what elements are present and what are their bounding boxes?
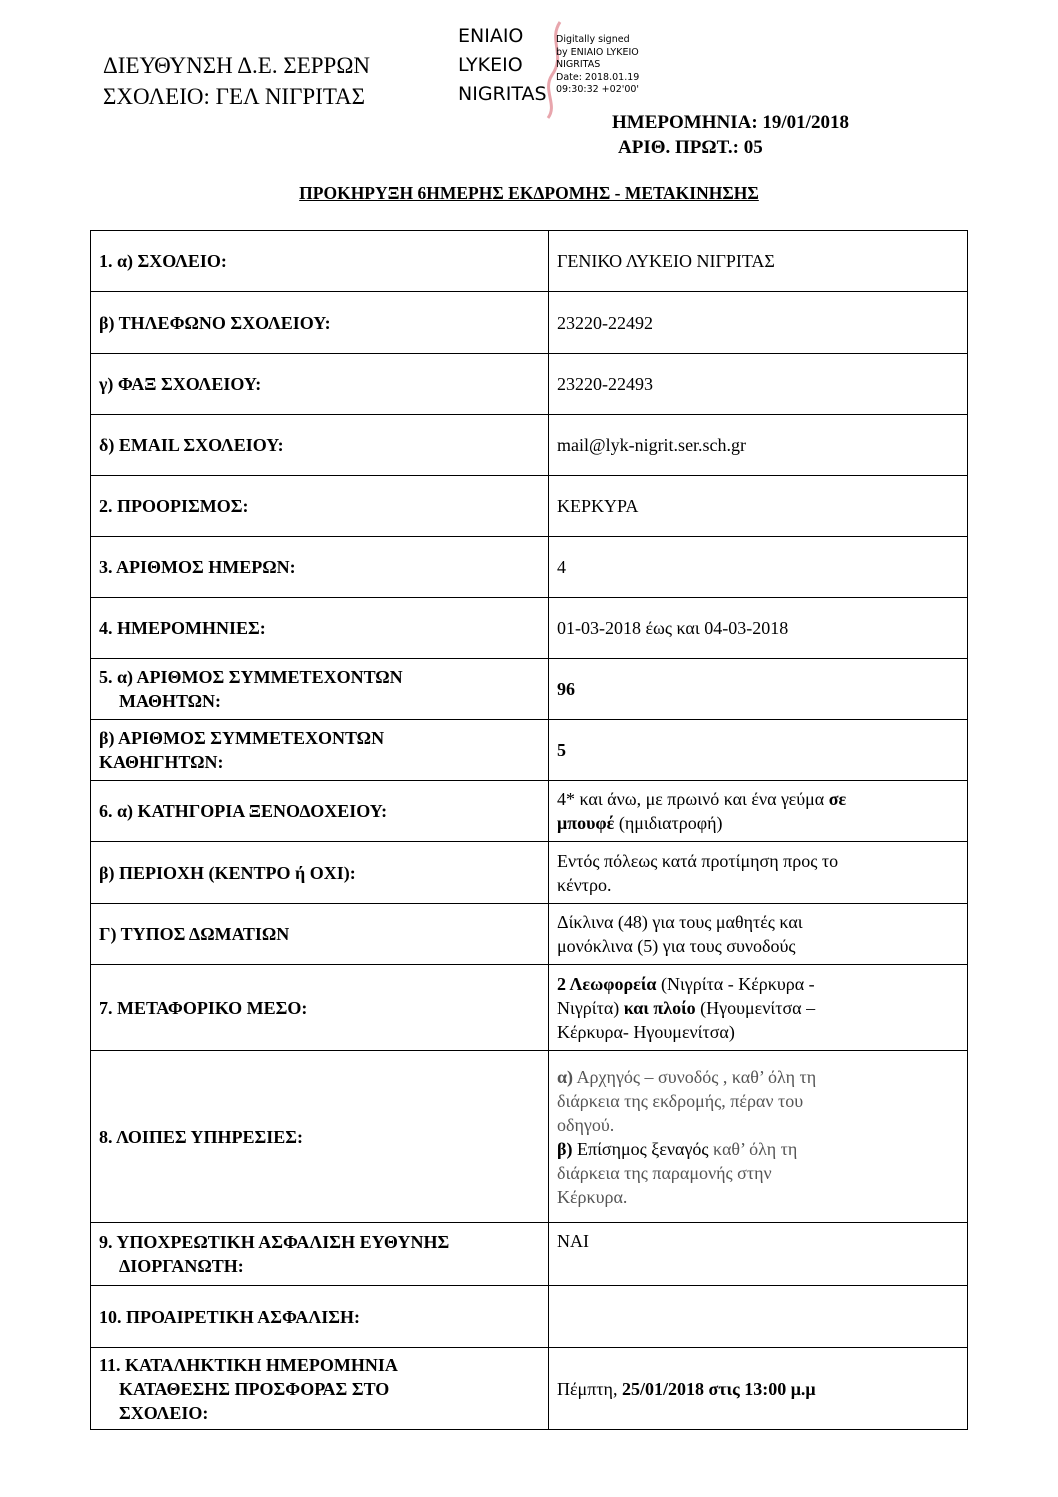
row-label: 3. ΑΡΙΘΜΟΣ ΗΜΕΡΩΝ:: [91, 537, 549, 598]
school-heading: ΣΧΟΛΕΙΟ: ΓΕΛ ΝΙΓΡΙΤΑΣ: [103, 84, 366, 109]
signature-name: ENIAIO LYKEIO NIGRITAS: [458, 25, 547, 105]
row-value: 5: [549, 720, 968, 781]
table-row: [91, 1286, 968, 1348]
digital-signature: [458, 22, 658, 112]
row-value: 01-03-2018 έως και 04-03-2018: [549, 598, 968, 659]
row-value: Πέμπτη, 25/01/2018 στις 13:00 μ.μ: [549, 1348, 968, 1430]
row-value: Δίκλινα (48) για τους μαθητές και μονόκλινα (5) για τους συνοδούς: [549, 904, 968, 965]
table-row: [91, 476, 968, 537]
table-row: [91, 904, 968, 965]
table-row: [91, 415, 968, 476]
table-row: [91, 292, 968, 354]
row-value: ΓΕΝΙΚΟ ΛΥΚΕΙΟ ΝΙΓΡΙΤΑΣ: [549, 231, 968, 292]
row-value: ΚΕΡΚΥΡΑ: [549, 476, 968, 537]
row-label: γ) ΦΑΞ ΣΧΟΛΕΙΟΥ:: [91, 354, 549, 415]
table-row: [91, 354, 968, 415]
row-label: β) ΑΡΙΘΜΟΣ ΣΥΜΜΕΤΕΧΟΝΤΩΝ ΚΑΘΗΓΗΤΩΝ:: [91, 720, 549, 781]
table-row: [91, 659, 968, 720]
row-label: Γ) ΤΥΠΟΣ ΔΩΜΑΤΙΩΝ: [91, 904, 549, 965]
row-label: β) ΠΕΡΙΟΧΗ (ΚΕΝΤΡΟ ή ΟΧΙ):: [91, 842, 549, 904]
table-row: [91, 1348, 968, 1430]
table-row: [91, 781, 968, 842]
table-row: [91, 1051, 968, 1223]
row-value: 4: [549, 537, 968, 598]
row-value: 4* και άνω, με πρωινό και ένα γεύμα σε μπουφέ (ημιδιατροφή): [549, 781, 968, 842]
row-value: 23220-22493: [549, 354, 968, 415]
document-meta: [612, 110, 849, 160]
row-label: δ) EMAIL ΣΧΟΛΕΙΟΥ:: [91, 415, 549, 476]
row-value: Εντός πόλεως κατά προτίμηση προς το κέντρο.: [549, 842, 968, 904]
signature-details: Digitally signed by ENIAIO LYKEIO NIGRITAS Date: 2018.01.19 09:30:32 +02'00': [556, 34, 640, 95]
row-label: 7. ΜΕΤΑΦΟΡΙΚΟ ΜΕΣΟ:: [91, 965, 549, 1051]
document-date: ΗΜΕΡΟΜΗΝΙΑ: 19/01/2018: [612, 112, 849, 133]
row-label: 4. ΗΜΕΡΟΜΗΝΙΕΣ:: [91, 598, 549, 659]
row-label: 10. ΠΡΟΑΙΡΕΤΙΚΗ ΑΣΦΑΛΙΣΗ:: [91, 1286, 549, 1348]
row-value: [549, 1286, 968, 1348]
row-value: 2 Λεωφορεία (Νιγρίτα - Κέρκυρα - Νιγρίτα) και πλοίο (Ηγουμενίτσα – Κέρκυρα- Ηγουμενίτσα): [549, 965, 968, 1051]
row-label: β) ΤΗΛΕΦΩΝΟ ΣΧΟΛΕΙΟΥ:: [91, 292, 549, 354]
protocol-number: ΑΡΙΘ. ΠΡΩΤ.: 05: [618, 137, 763, 158]
row-label: 9. ΥΠΟΧΡΕΩΤΙΚΗ ΑΣΦΑΛΙΣΗ ΕΥΘΥΝΗΣ ΔΙΟΡΓΑΝΩΤΗ:: [91, 1223, 549, 1286]
row-value: α) Αρχηγός – συνοδός , καθ’ όλη τη διάρκεια της εκδρομής, πέραν του οδηγού. β) Επίσημος ξεναγός καθ’ όλη τη διάρκεια της παραμονής στην Κέρκυρα.: [549, 1051, 968, 1223]
row-value: 23220-22492: [549, 292, 968, 354]
table-row: [91, 598, 968, 659]
table-row: [91, 965, 968, 1051]
table-row: [91, 231, 968, 292]
row-value: ΝΑΙ: [549, 1223, 968, 1286]
row-label: 6. α) ΚΑΤΗΓΟΡΙΑ ΞΕΝΟΔΟΧΕΙΟΥ:: [91, 781, 549, 842]
header-block: [103, 50, 370, 112]
document-title: ΠΡΟΚΗΡΥΞΗ 6ΗΜΕΡΗΣ ΕΚΔΡΟΜΗΣ - ΜΕΤΑΚΙΝΗΣΗΣ: [299, 183, 759, 203]
table-row: [91, 842, 968, 904]
row-label: 1. α) ΣΧΟΛΕΙΟ:: [91, 231, 549, 292]
table-row: [91, 537, 968, 598]
directorate-heading: ΔΙΕΥΘΥΝΣΗ Δ.Ε. ΣΕΡΡΩΝ: [103, 53, 371, 78]
row-label: 8. ΛΟΙΠΕΣ ΥΠΗΡΕΣΙΕΣ:: [91, 1051, 549, 1223]
row-label: 2. ΠΡΟΟΡΙΣΜΟΣ:: [91, 476, 549, 537]
row-label: 11. ΚΑΤΑΛΗΚΤΙΚΗ ΗΜΕΡΟΜΗΝΙΑ ΚΑΤΑΘΕΣΗΣ ΠΡΟΣΦΟΡΑΣ ΣΤΟ ΣΧΟΛΕΙΟ:: [91, 1348, 549, 1430]
row-value: mail@lyk-nigrit.ser.sch.gr: [549, 415, 968, 476]
table-row: [91, 720, 968, 781]
row-value: 96: [549, 659, 968, 720]
row-label: 5. α) ΑΡΙΘΜΟΣ ΣΥΜΜΕΤΕΧΟΝΤΩΝ ΜΑΘΗΤΩΝ:: [91, 659, 549, 720]
trip-details-table: [90, 230, 968, 1430]
table-row: [91, 1223, 968, 1286]
